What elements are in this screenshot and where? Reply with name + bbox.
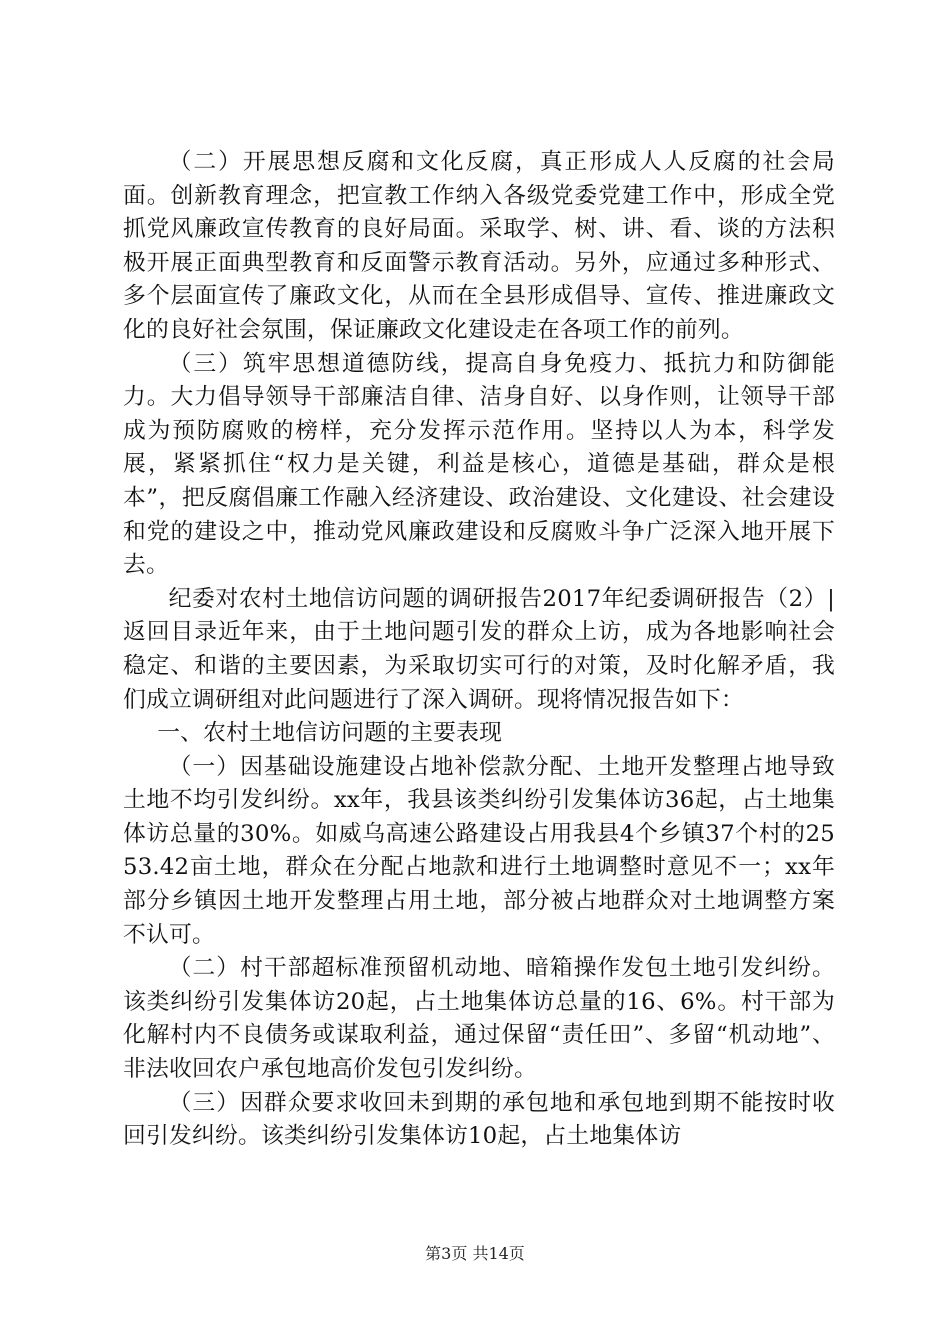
paragraph-report-intro: 纪委对农村土地信访问题的调研报告2017年纪委调研报告（2）|返回目录近年来，由于土地问题引发的群众上访，成为各地影响社会稳定、和谐的主要因素，为采取切实可行的对策，及时化解矛盾，我们成立调研组对此问题进行了深入调研。现将情况报告如下： [123,585,835,713]
paragraph-thought-anticorruption: （二）开展思想反腐和文化反腐，真正形成人人反腐的社会局面。创新教育理念，把宣教工作纳入各级党委党建工作中，形成全党抓党风廉政宣传教育的良好局面。采取学、树、讲、看、谈的方法积极开展正面典型教育和反面警示教育活动。另外，应通过多种形式、多个层面宣传了廉政文化，从而在全县形成倡导、宣传、推进廉政文化的良好社会氛围，保证廉政文化建设走在各项工作的前列。 [123,149,835,343]
paragraph-issue-three: （三）因群众要求收回未到期的承包地和承包地到期不能按时收回引发纠纷。该类纠纷引发集体访10起，占土地集体访 [123,1089,835,1150]
paragraph-moral-defense: （三）筑牢思想道德防线，提高自身免疫力、抵抗力和防御能力。大力倡导领导干部廉洁自律、洁身自好、以身作则，让领导干部成为预防腐败的榜样，充分发挥示范作用。坚持以人为本，科学发展，紧紧抓住“权力是关键，利益是核心，道德是基础，群众是根本”，把反腐倡廉工作融入经济建设、政治建设、文化建设、社会建设和党的建设之中，推动党风廉政建设和反腐败斗争广泛深入地开展下去。 [123,350,835,579]
section-heading-main-issues: 一、农村土地信访问题的主要表现 [157,720,503,747]
paragraph-issue-one: （一）因基础设施建设占地补偿款分配、土地开发整理占地导致土地不均引发纠纷。xx年，我县该类纠纷引发集体访36起，占土地集体访总量的30%。如威乌高速公路建设占用我县4个乡镇37个村的2553.42亩土地，群众在分配占地款和进行土地调整时意见不一；xx年部分乡镇因土地开发整理占用土地，部分被占地群众对土地调整方案不认可。 [123,753,835,948]
paragraph-issue-two: （二）村干部超标准预留机动地、暗箱操作发包土地引发纠纷。该类纠纷引发集体访20起，占土地集体访总量的16、6%。村干部为化解村内不良债务或谋取利益，通过保留“责任田”、多留“机动地”、非法收回农户承包地高价发包引发纠纷。 [123,955,835,1083]
document-body [123,146,835,1154]
page-number-footer: 第3页 共14页 [425,1244,525,1263]
